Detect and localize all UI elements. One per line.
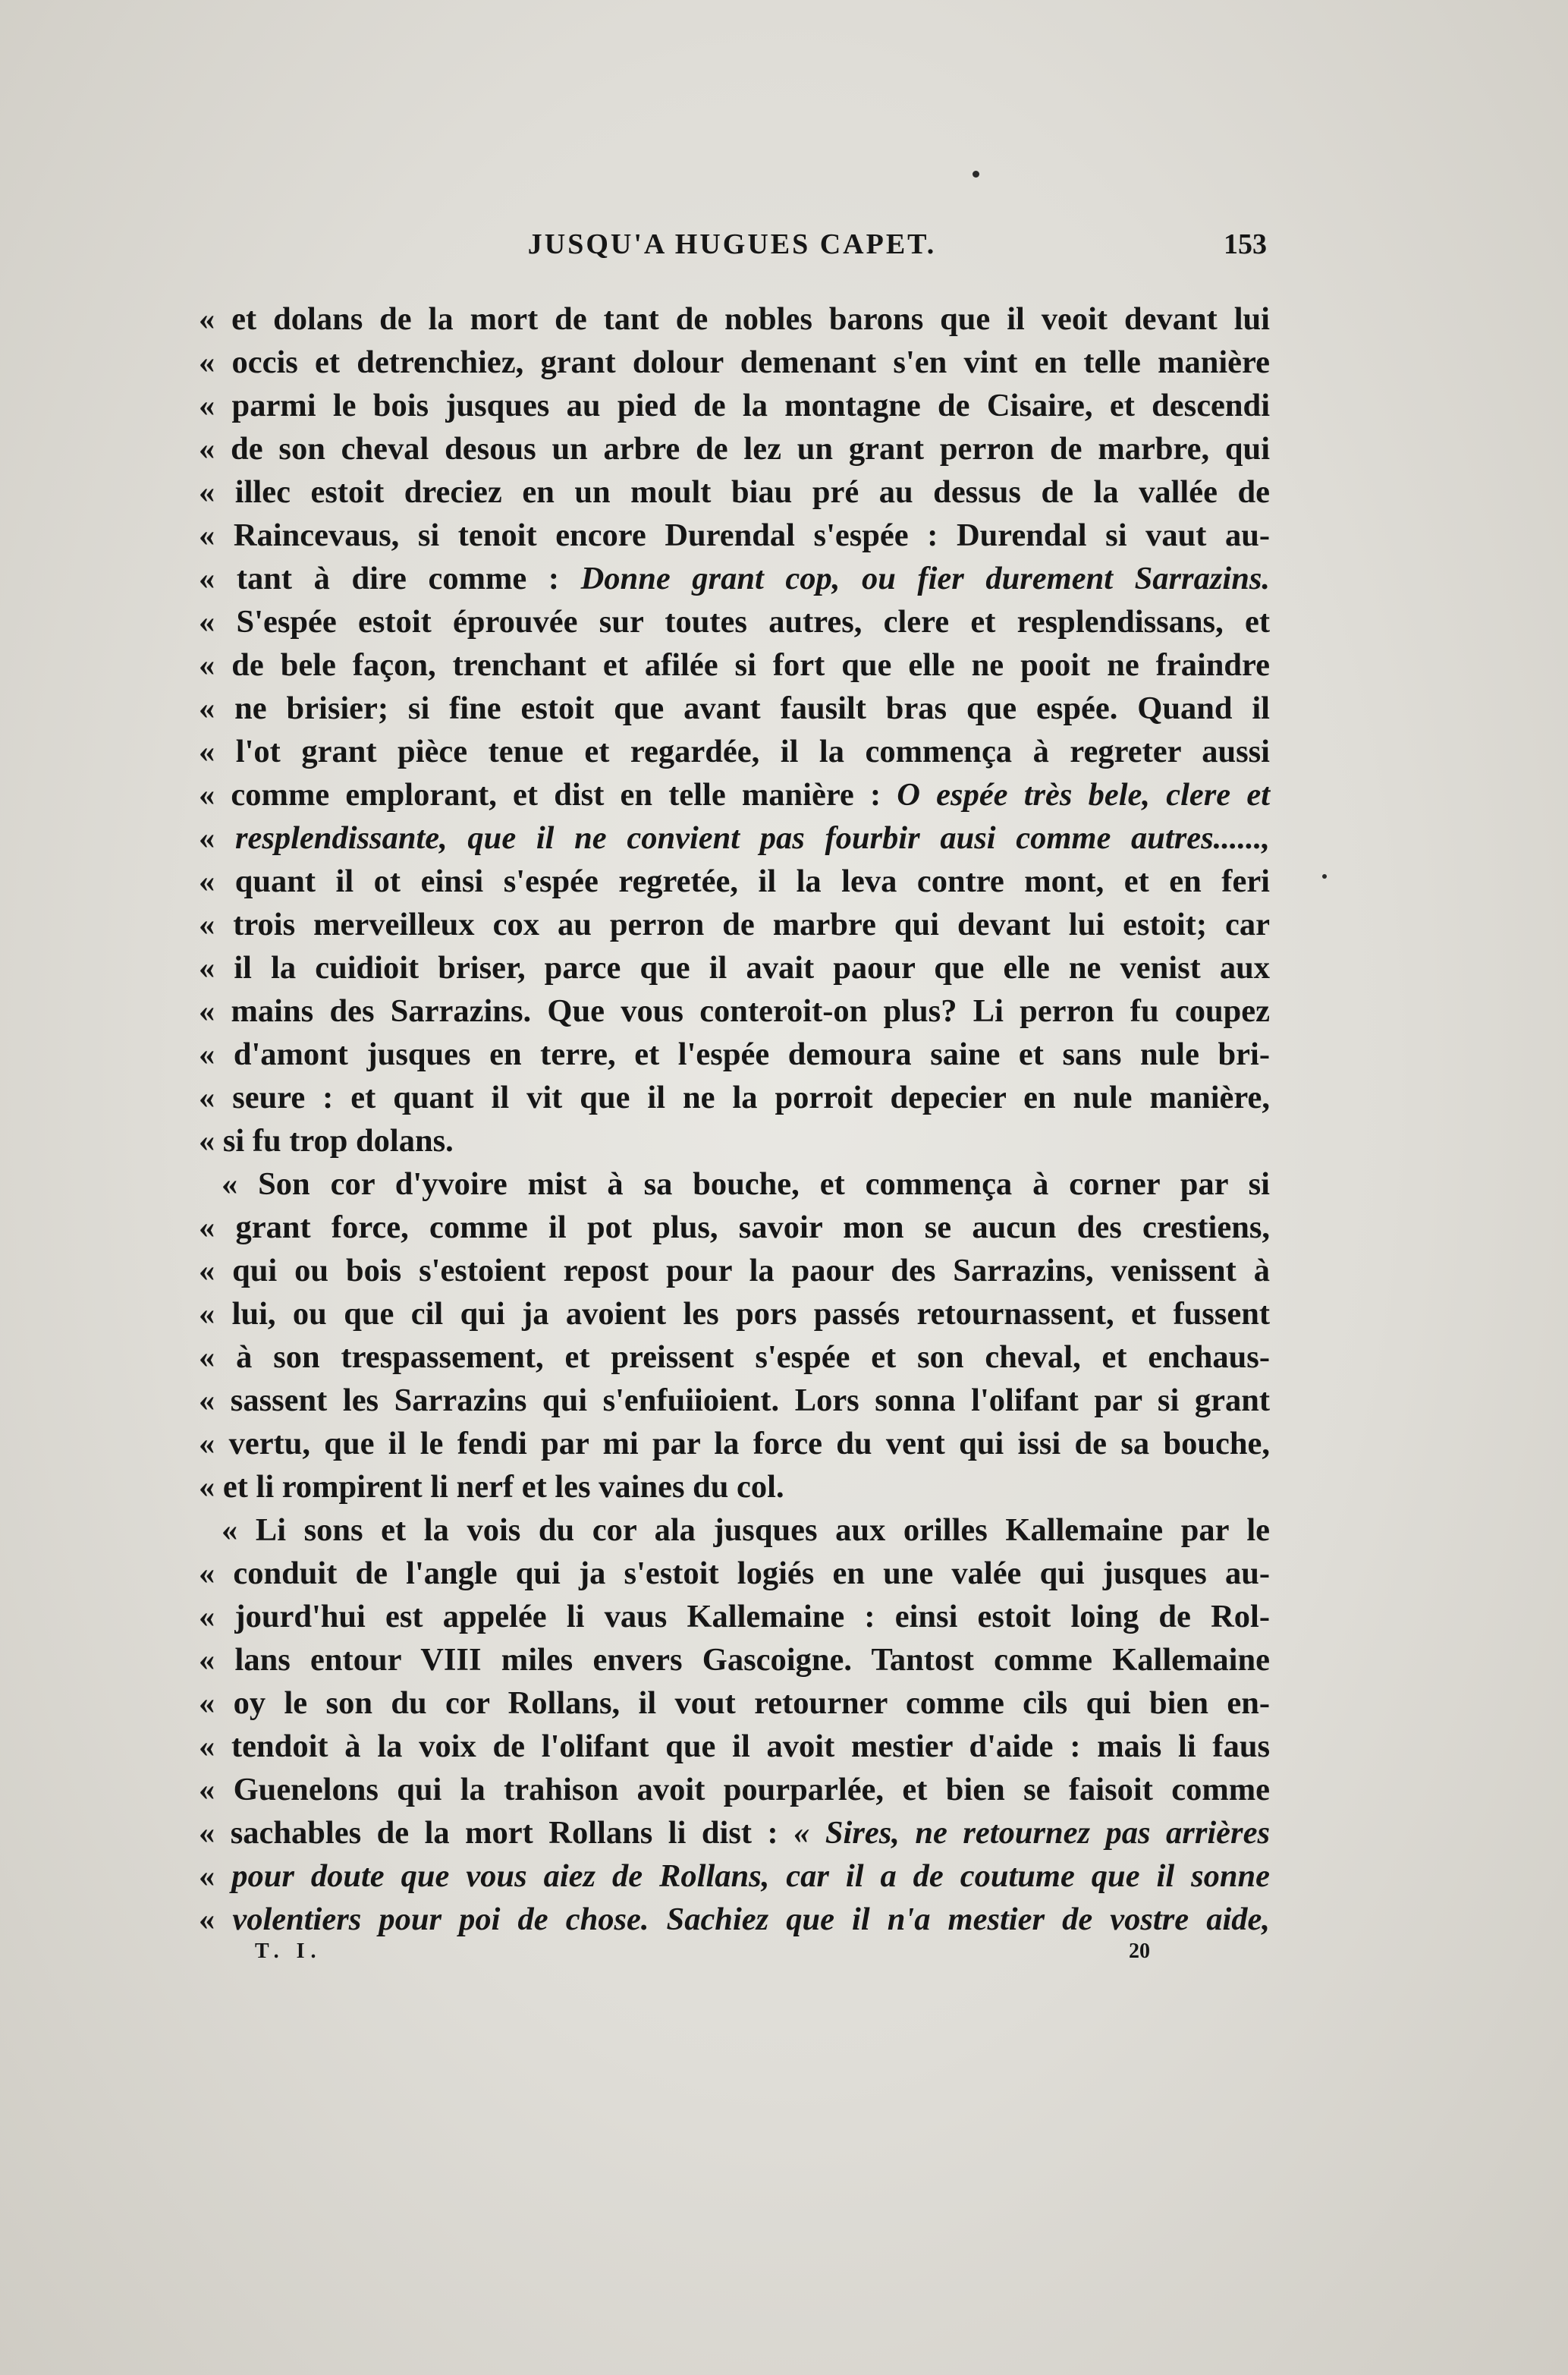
italic-text: resplendissante, que il ne convient pas fourbir ausi comme autres......, xyxy=(234,820,1271,856)
text-line xyxy=(199,1898,1270,1941)
text-segment: « comme emplorant, et dist en telle manière : xyxy=(199,777,897,813)
text-line: « vertu, que il le fendi par mi par la force du vent qui issi de sa bouche, xyxy=(199,1426,1270,1461)
page-number: 153 xyxy=(1224,228,1267,260)
text-line: « seure : et quant il vit que il ne la porroit depecier en nule manière, xyxy=(199,1080,1270,1115)
text-line xyxy=(199,1854,1270,1898)
text-line: « oy le son du cor Rollans, il vout retourner comme cils qui bien en- xyxy=(199,1685,1270,1721)
text-line: « tendoit à la voix de l'olifant que il avoit mestier d'aide : mais li faus xyxy=(199,1729,1270,1764)
text-line: « ne brisier; si fine estoit que avant fausilt bras que espée. Quand il xyxy=(199,690,1270,726)
text-line: « lui, ou que cil qui ja avoient les pors passés retournassent, et fussent xyxy=(199,1296,1270,1332)
italic-text: Donne grant cop, ou fier durement Sarrazins. xyxy=(580,561,1270,596)
text-line: « Raincevaus, si tenoit encore Durendal s'espée : Durendal si vaut au- xyxy=(199,517,1270,553)
signature-number: 20 xyxy=(1129,1939,1150,1963)
text-line: « S'espée estoit éprouvée sur toutes autres, clere et resplendissans, et xyxy=(199,604,1270,640)
italic-text: O espée très bele, clere et xyxy=(897,777,1270,813)
text-line: « si fu trop dolans. xyxy=(199,1123,454,1159)
italic-text: pour doute que vous aiez de Rollans, car il a de coutume que il sonne xyxy=(231,1858,1271,1894)
text-segment: « xyxy=(199,820,235,856)
text-segment: « xyxy=(199,1902,233,1937)
text-line xyxy=(199,1811,1270,1854)
text-segment: « xyxy=(199,1858,232,1894)
text-line: « jourd'hui est appelée li vaus Kallemaine : einsi estoit loing de Rol- xyxy=(199,1599,1270,1634)
text-line xyxy=(199,557,1270,600)
text-line: « de bele façon, trenchant et afilée si fort que elle ne pooit ne fraindre xyxy=(199,647,1270,683)
page-footer xyxy=(255,1939,1165,1970)
text-line: « occis et detrenchiez, grant dolour demenant s'en vint en telle manière xyxy=(199,344,1270,380)
text-line: « grant force, comme il pot plus, savoir mon se aucun des crestiens, xyxy=(199,1210,1270,1245)
text-segment: « tant à dire comme : xyxy=(199,561,581,596)
text-line: « à son trespassement, et preissent s'espée et son cheval, et enchaus- xyxy=(199,1339,1270,1375)
text-line: « quant il ot einsi s'espée regretée, il la leva contre mont, et en feri xyxy=(199,863,1270,899)
text-line: « de son cheval desous un arbre de lez un grant perron de marbre, qui xyxy=(199,431,1270,467)
page-header xyxy=(197,228,1267,273)
running-title: JUSQU'A HUGUES CAPET. xyxy=(527,228,937,260)
text-line: « il la cuidioit briser, parce que il avait paour que elle ne venist aux xyxy=(199,950,1270,986)
text-line xyxy=(199,816,1270,860)
text-line: « illec estoit dreciez en un moult biau pré au dessus de la vallée de xyxy=(199,474,1270,510)
italic-text: volentiers pour poi de chose. Sachiez que il n'a mestier de vostre aide, xyxy=(232,1902,1271,1937)
text-line: « mains des Sarrazins. Que vous conteroit-on plus? Li perron fu coupez xyxy=(199,993,1270,1029)
text-segment: « sachables de la mort Rollans li dist : xyxy=(199,1815,794,1851)
text-line: « Guenelons qui la trahison avoit pourparlée, et bien se faisoit comme xyxy=(199,1772,1270,1807)
text-line: « trois merveilleux cox au perron de marbre qui devant lui estoit; car xyxy=(199,907,1270,942)
body-text xyxy=(199,297,1270,1941)
ink-speck xyxy=(973,171,979,178)
text-line: « Son cor d'yvoire mist à sa bouche, et commença à corner par si xyxy=(222,1166,1270,1202)
text-line: « d'amont jusques en terre, et l'espée demoura saine et sans nule bri- xyxy=(199,1037,1270,1072)
signature-mark: T. I. xyxy=(255,1939,322,1963)
text-line: « et dolans de la mort de tant de nobles barons que il veoit devant lui xyxy=(199,301,1270,337)
italic-text: « Sires, ne retournez pas arrières xyxy=(793,1815,1270,1851)
text-line: « conduit de l'angle qui ja s'estoit logiés en une valée qui jusques au- xyxy=(199,1556,1270,1591)
text-line xyxy=(199,773,1270,816)
text-line: « sassent les Sarrazins qui s'enfuiioient. Lors sonna l'olifant par si grant xyxy=(199,1383,1270,1418)
text-line: « Li sons et la vois du cor ala jusques aux orilles Kallemaine par le xyxy=(222,1512,1270,1548)
text-line: « et li rompirent li nerf et les vaines du col. xyxy=(199,1469,784,1505)
ink-speck xyxy=(1322,874,1327,879)
text-line: « lans entour VIII miles envers Gascoigne. Tantost comme Kallemaine xyxy=(199,1642,1270,1678)
text-line: « l'ot grant pièce tenue et regardée, il la commença à regreter aussi xyxy=(199,734,1270,769)
text-line: « qui ou bois s'estoient repost pour la paour des Sarrazins, venissent à xyxy=(199,1253,1270,1288)
text-line: « parmi le bois jusques au pied de la montagne de Cisaire, et descendi xyxy=(199,388,1270,423)
